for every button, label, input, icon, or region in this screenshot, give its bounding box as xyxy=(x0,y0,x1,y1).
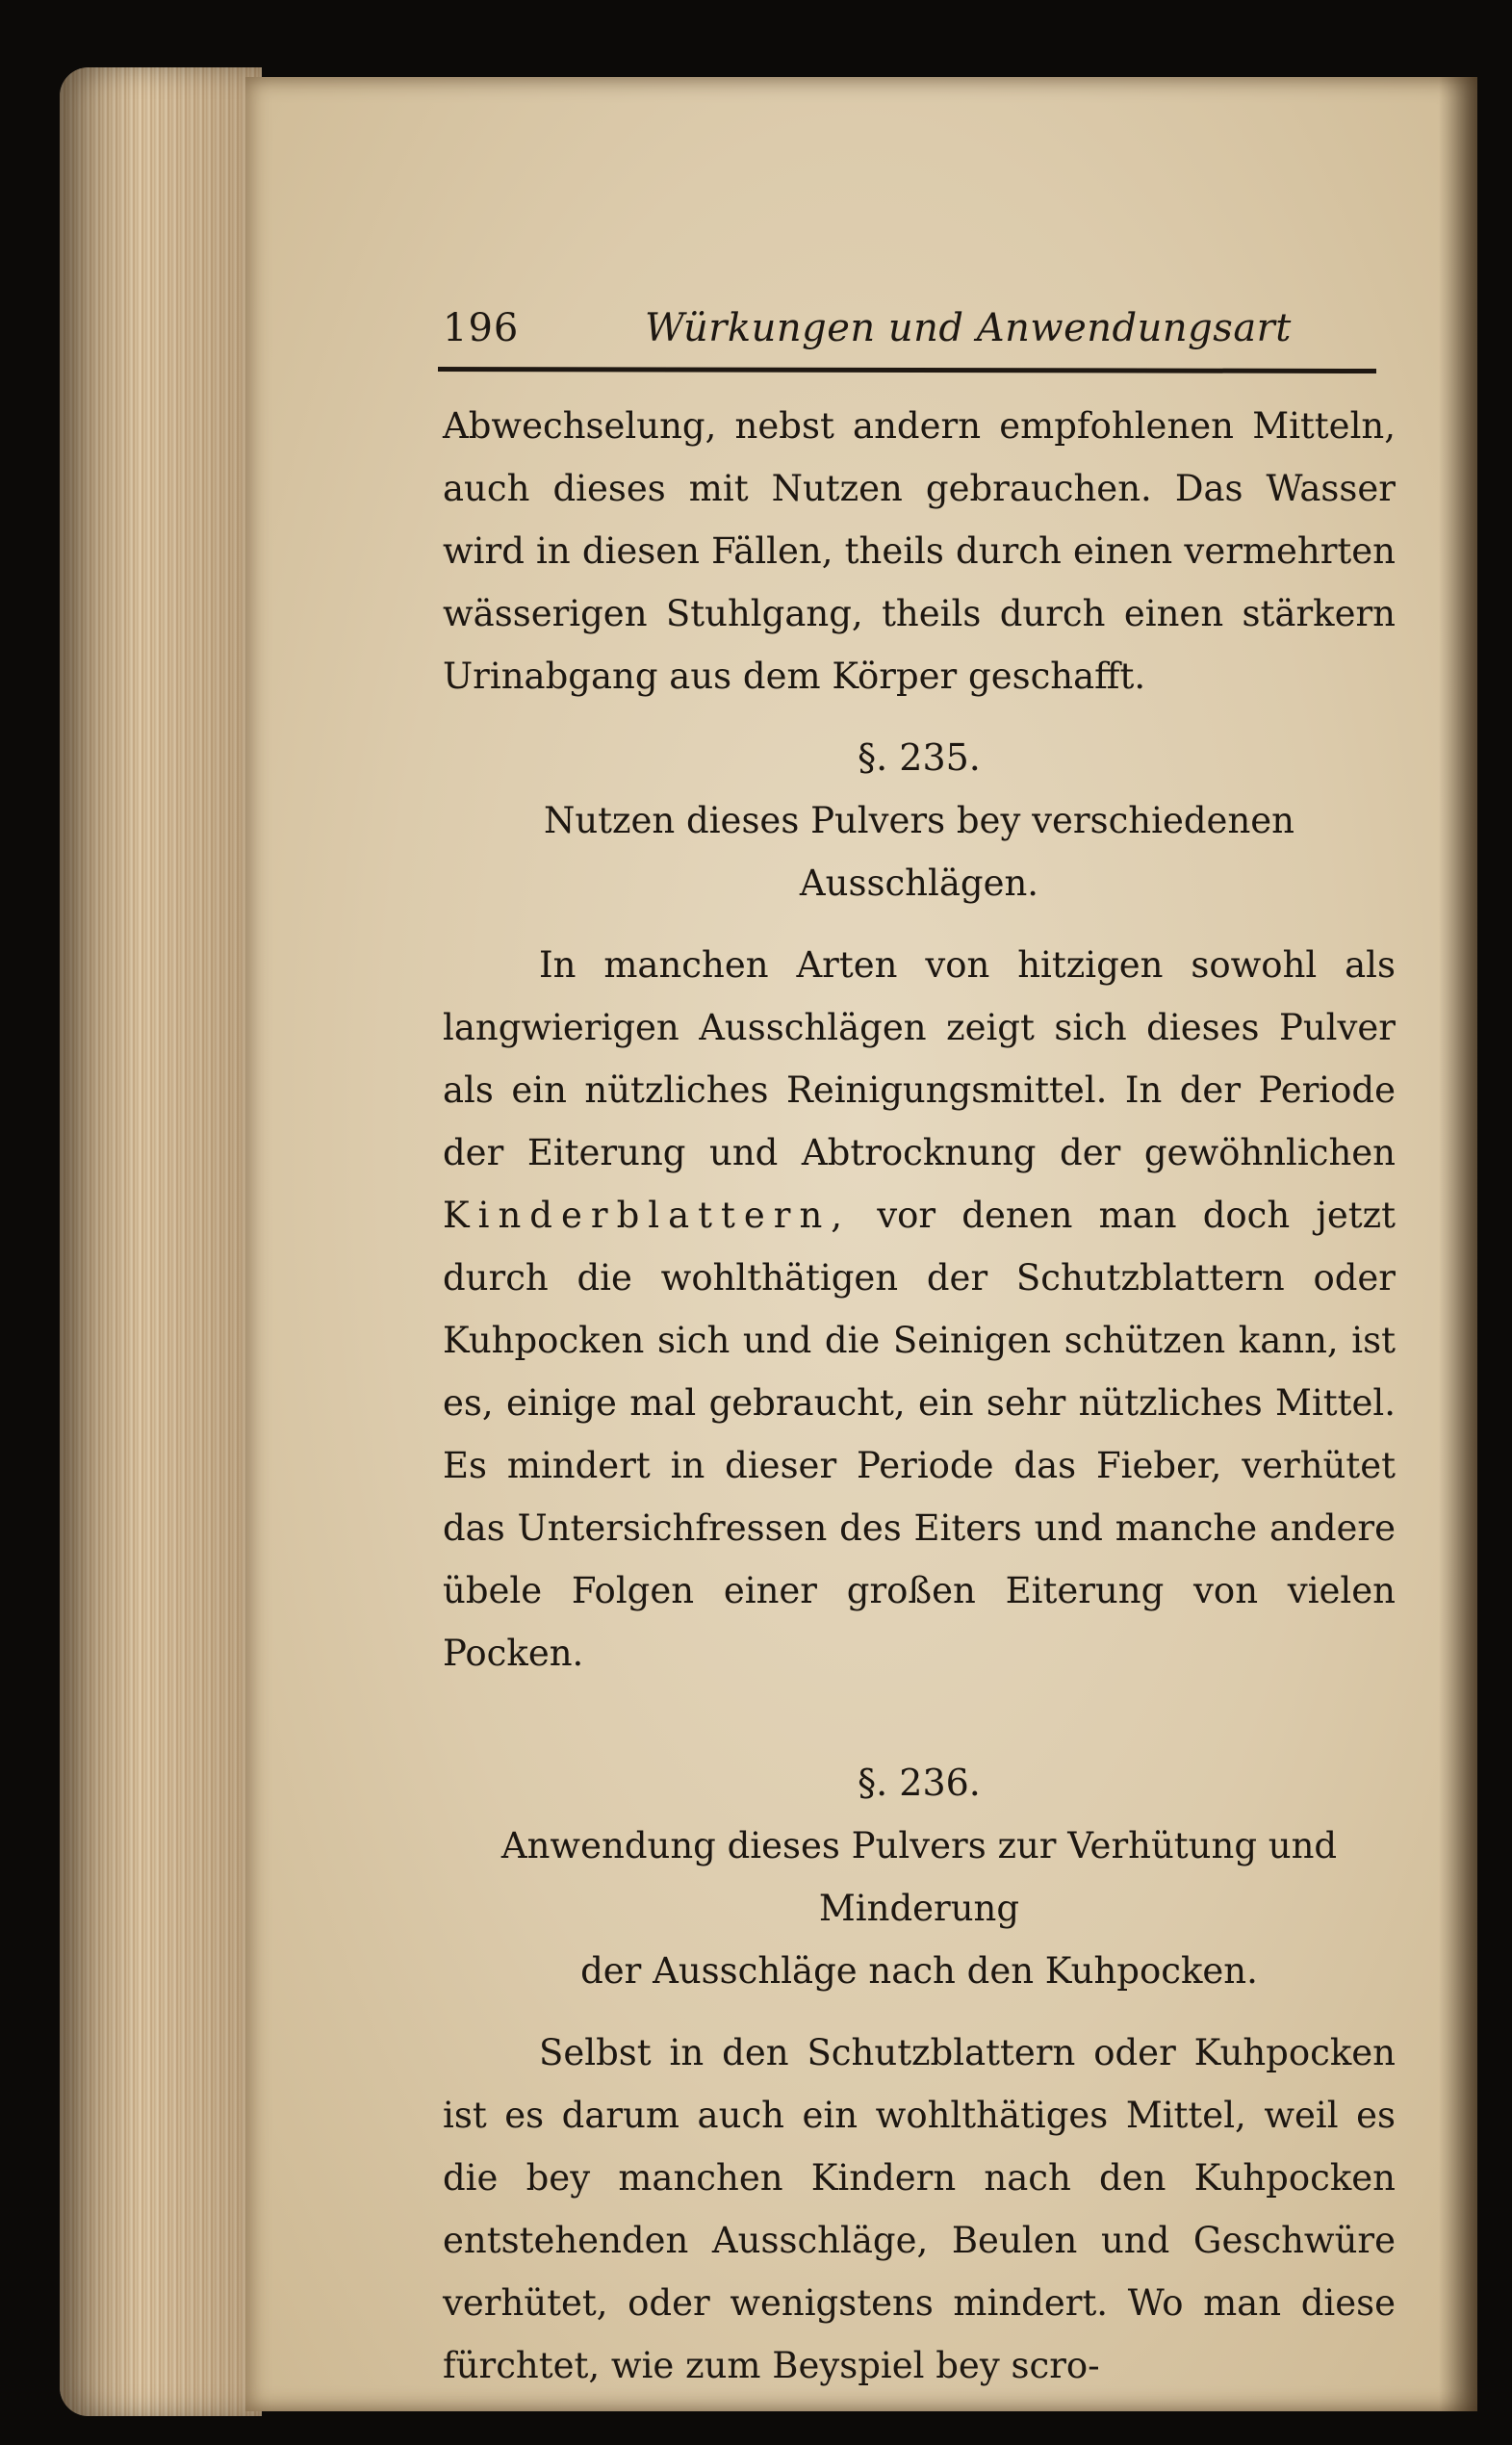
spine-shadow xyxy=(1439,77,1477,2411)
paragraph-235-part-a: In manchen Arten von hitzigen sowohl als langwierigen Ausschlägen zeigt sich dieses Pulver als ein nützliches Reinigungsmittel. In der Periode der Eiterung und Abtrocknung der gewöhnlichen xyxy=(443,944,1396,1173)
section-title-235: Nutzen dieses Pulvers bey verschiedenen Ausschlägen. xyxy=(543,800,1295,904)
section-title-236-line2: der Ausschläge nach den Kuhpocken. xyxy=(580,1950,1258,1992)
section-title-236-line1: Anwendung dieses Pulvers zur Verhütung und Minderung xyxy=(500,1825,1338,1929)
section-number-235: §. 235. xyxy=(858,736,981,779)
running-head: Würkungen und Anwendungsart xyxy=(645,306,1292,350)
spaced-word-kinderblattern: Kinderblattern, xyxy=(443,1195,852,1236)
page-edges-shade xyxy=(60,67,262,2416)
page-number: 196 xyxy=(443,306,520,350)
page-header xyxy=(443,306,1381,364)
paragraph-236: Selbst in den Schutzblattern oder Kuhpocken ist es darum auch ein wohlthätiges Mittel, weil es die bey manchen Kindern nach den Kuhpocken entstehenden Ausschläge, Beulen und Geschwüre verhütet, oder wenigstens mindert. Wo man diese fürchtet, wie zum Beyspiel bey scro- xyxy=(443,2032,1396,2386)
paragraph-continued: Abwechselung, nebst andern empfohlenen Mitteln, auch dieses mit Nutzen gebrauchen. Das Wasser wird in diesen Fällen, theils durch einen vermehrten wässerigen Stuhlgang, theils durch einen stärkern Urinabgang aus dem Körper geschafft. xyxy=(443,405,1396,697)
section-gap xyxy=(443,1685,1396,1733)
paragraph-235-part-b: vor denen man doch jetzt durch die wohlthätigen der Schutzblattern oder Kuhpocken sich und die Seinigen schützen kann, ist es, einige mal gebraucht, ein sehr nützliches Mittel. Es mindert in dieser Periode das Fieber, verhütet das Untersichfressen des Eiters und manche andere übele Folgen einer großen Eiterung von vielen Pocken. xyxy=(443,1195,1396,1674)
body-text xyxy=(443,395,1396,2397)
section-number-236: §. 236. xyxy=(858,1762,981,1804)
paragraph-235 xyxy=(443,934,1396,1685)
